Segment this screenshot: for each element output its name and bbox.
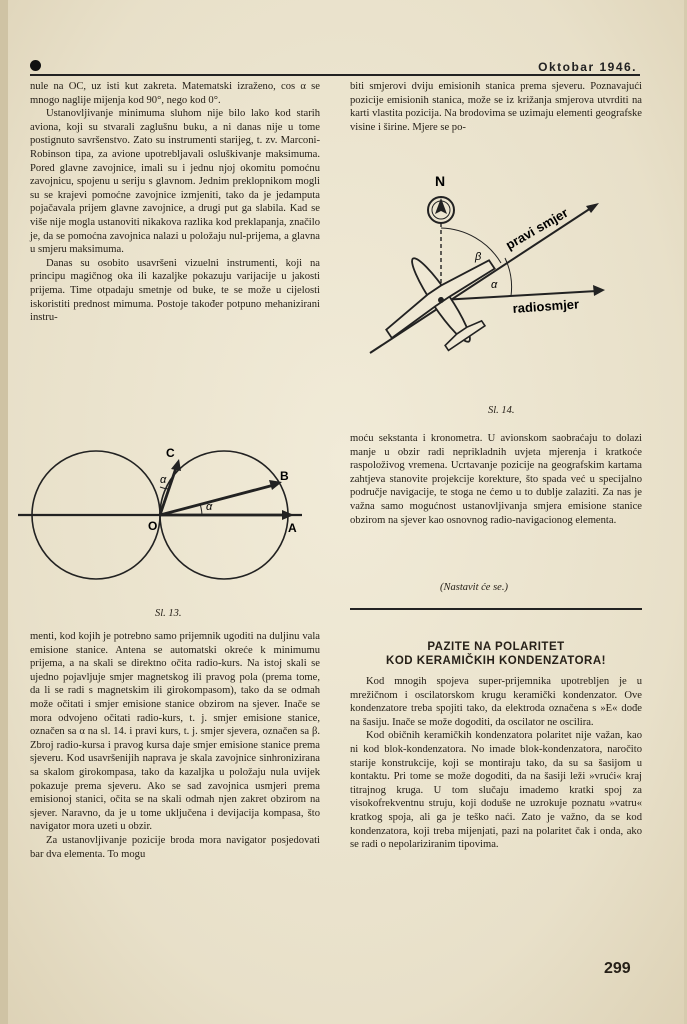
paragraph: nule na OC, uz isti kut zakreta. Matematski izraženo, cos α se mnogo naglije mijenja kod 90°, nego kod 0°. <box>30 81 320 106</box>
article-title-line-2: KOD KERAMIČKIH KONDENZATORA! <box>386 655 606 667</box>
angle-arc-beta <box>441 228 501 263</box>
true-course-line <box>370 208 591 353</box>
figure-14-diagram <box>355 168 615 400</box>
label-true-course: pravi smjer <box>503 204 571 253</box>
label-radio-bearing: radiosmjer <box>512 296 580 316</box>
header-bullet <box>30 60 41 71</box>
figure-13-caption: Sl. 13. <box>155 608 182 619</box>
label-a: A <box>288 521 297 535</box>
column-2-middle <box>350 432 642 527</box>
paragraph: Danas su osobito usavršeni vizuelni instrumenti, koji na principu magičnog oka ili kazaljke pokazuju varijacije u jakosti prijema. Time otpadaju smetnje od buke, te se može u cijelosti iskoristiti prednost mimuma. Postoje također potpuno mehanizirani instru- <box>30 257 320 324</box>
article-separator <box>350 608 642 610</box>
issue-date: Oktobar 1946. <box>538 60 637 74</box>
paragraph: Kod običnih keramičkih kondenzatora polaritet nije važan, kao ni kod blok-kondenzatora. No imade blok-kondenzatora, naročito starije konstrukcije, koji se montiraju tako, da su sa šasijom u kontaktu. Pri tome se može dogoditi, da na šasiji leži »vrući« kraj titrajnog kruga. U tom slučaju imademo kratki spoj za visokofrekventnu struju, koji doduše ne uzrokuje poznatu »vatru« kratkog spoja, ali ga je teško naći. Zato je važno, da se kod kondenzatora, koji treba mijenjati, pazi na polaritet čak i onda, ako se radi o nepolariziranim tipovima. <box>350 730 642 851</box>
paragraph: Za ustanovljivanje pozicije broda mora navigator posjedovati bar dva elementa. To mogu <box>30 834 320 860</box>
label-o: O <box>148 519 158 533</box>
label-north: N <box>435 173 446 189</box>
figure-14-caption: Sl. 14. <box>488 405 515 416</box>
article-title-line-1: PAZITE NA POLARITET <box>427 641 565 653</box>
article-title <box>350 640 642 668</box>
figure-13-diagram <box>18 440 318 605</box>
label-b: B <box>280 469 289 483</box>
label-alpha: α <box>491 279 498 291</box>
label-beta: β <box>475 251 482 263</box>
angle-arc-bottom <box>200 504 202 515</box>
paragraph: menti, kod kojih je potrebno samo prijemnik ugoditi na duljinu vala emisione stanice. Antena se automatski okreće k minimumu prijema, a na skali se direktno očita radio-kurs. Na istoj skali se ujedno pojavljuje smjer magnetskog ili pravog pola (prema tome, da li se radi s magnetskim ili girokompasom), tako da se odmah može očitati i smjer emisione stanice obzirom na sjever. Inače se mora odvojeno očitati radio-kurs, t. j. smjer emisione stanice, označen sa α na sl. 14. i pravi kurs, t. j. smjer sjevera, označen sa β. Zbroj radio-kursa i pravog kursa daje smjer emisione stanice prema sjeveru. Kod usavršenijih naprava je skala zavojnice sinhronizirana sa skalom girokompasa, tako da kazaljka u položaju nula uvijek pokazuje prema sjeveru. Ako se sad zavojnica usmjeri prema emisionoj stanici, očita se na skali odmah njen zakret obzirom na sjever. Naravno, da je u tome uključena i devijacija kompasa, što navigator mora uzeti u obzir. <box>30 631 320 833</box>
compass-needle-icon <box>435 198 447 214</box>
paragraph: moću sekstanta i kronometra. U avionskom saobraćaju to dolazi manje u obzir radi neprikladnih uvjeta mjerenja i kratkoće raspoloživog vremena. Ucrtavanje pozicije na geografskim kartama zahtjeva stanovite projekcije korekture, što spada već u specijalno područje navigacije, te stoga ne ćemo u to dublje zalaziti. Za nas je važna samo mogućnost ustanovljivanja smjera emisione stanice obzirom na sjever kao osnovnog radio-navigacionog elementa. <box>350 433 642 526</box>
article-body <box>350 675 642 852</box>
radio-bearing-arrowhead <box>593 285 605 296</box>
true-course-arrowhead <box>586 203 599 213</box>
column-1-bottom <box>30 630 320 861</box>
label-alpha-2: α <box>160 474 167 486</box>
angle-arc-top <box>160 487 169 489</box>
page-number: 299 <box>604 960 631 977</box>
label-c: C <box>166 446 175 460</box>
label-alpha-1: α <box>206 501 213 513</box>
page-edge-shadow <box>0 0 8 1024</box>
paragraph: biti smjerovi dviju emisionih stanica prema sjeveru. Poznavajući pozicije emisionih stanica, može se iz križanja smjerova utvrditi na karti vlastita pozicija. Na brodovima se uzimaju elementi geografske visine i širine. Mjere se po- <box>350 81 642 133</box>
paragraph: Kod mnogih spojeva super-prijemnika upotrebljen je u mrežičnom i oscilatorskom krugu keramički kondenzator. Ove kondenzatore treba spojiti tako, da elektroda označena s »E« dođe na šasiju. Inače se može dogoditi, da oscilator ne oscilira. <box>350 676 642 728</box>
header-rule <box>30 74 640 76</box>
column-1-top <box>30 80 320 325</box>
vector-ob <box>160 485 274 515</box>
to-be-continued: (Nastavit će se.) <box>440 582 508 593</box>
column-2-top <box>350 80 642 134</box>
arrowhead-c <box>171 459 181 471</box>
paragraph: Ustanovljivanje minimuma sluhom nije bilo lako kod starih aviona, koji su stvarali zaglušnu buku, a ni danas nije u tome postignuto savršenstvo. Zato su instrumenti starijeg, t. zv. Marconi-Robinson tipa, za avione upotrebljavali osluškivanje maksimuma. Pored glavne zavojnice, imali su i jednu njoj okomitu pomoćnu zavojnicu, spojenu u seriju s glavnom. Jednim preklopnikom mogli su se krajevi pomoćne zavojnice izmjeniti, tako da je jedamputa pojačavala prijem glavne zavojnice, a drugi put ga slabila. Kad se više nije mogla ustanoviti nikakova razlika kod preklapanja, značilo je, da se pomoćna zavojnica nalazi u položaju nul-prijema, a glavna u smjeru maksimuma. <box>30 108 320 256</box>
